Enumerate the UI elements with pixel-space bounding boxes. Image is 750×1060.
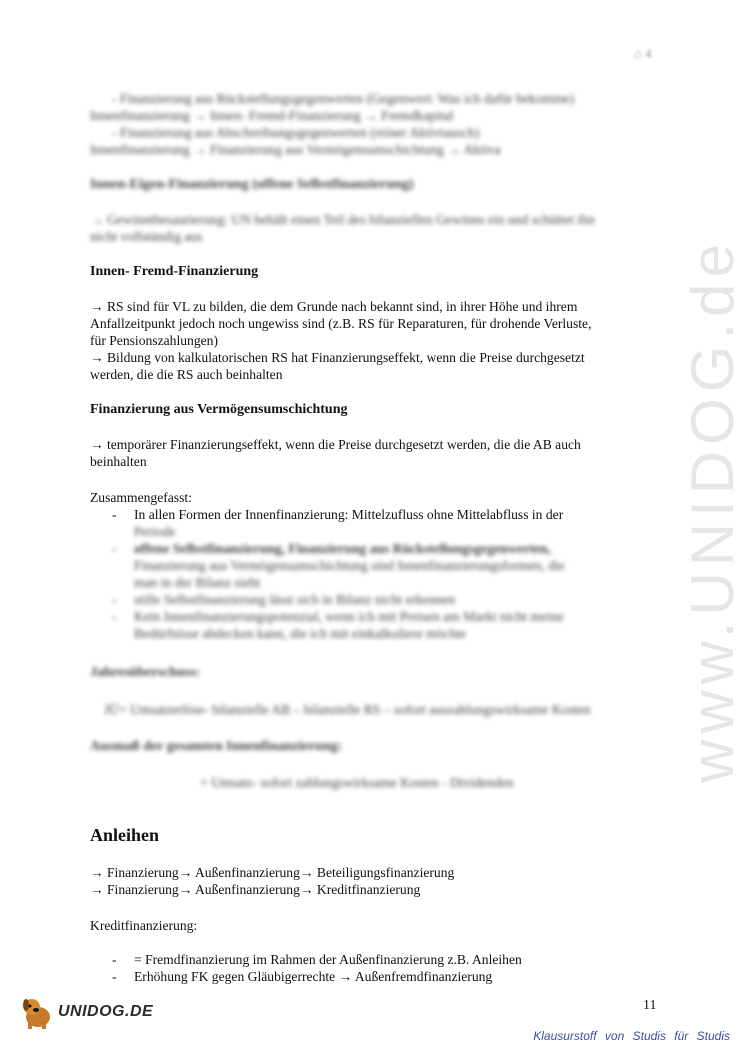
logo-text: UNIDOG.DE — [58, 1003, 154, 1020]
list-dash: - — [112, 952, 117, 967]
summary-label: Zusammengefasst: — [90, 490, 192, 505]
watermark-text: www.UNIDOG.de — [678, 237, 746, 783]
list-item — [90, 591, 565, 608]
kredit-list — [90, 951, 522, 985]
list-text: = Fremdfinanzierung im Rahmen der Außenfinanzierung z.B. Anleihen — [134, 952, 522, 967]
list-dash: - — [112, 969, 117, 984]
text-line: → temporärer Finanzierungseffekt, wenn die Preise durchgesetzt werden, die die AB auch — [90, 437, 581, 452]
list-dash: - — [112, 592, 117, 607]
blurred-formula: JÜ= Umsatzerlöse- bilanzielle AB – bilanzielle RS – sofort auszahlungswirksame Kosten — [104, 702, 591, 717]
blurred-line: - Finanzierung aus Rückstellungsgegenwerten (Gegenwert: Was ich dafür bekomme) — [112, 91, 575, 106]
list-text: offene Selbstfinanzierung, Finanzierung aus Rückstellungsgegenwerten, — [134, 541, 551, 556]
blurred-heading: Ausmaß der gesamten Innenfinanzierung: — [90, 739, 343, 754]
blurred-line: → Gewinnthesaurierung: UN behält einen Teil des bilanziellen Gewinns ein und schüttet ihn — [90, 212, 595, 227]
section-heading: Innen- Fremd-Finanzierung — [90, 264, 259, 279]
list-item — [90, 608, 565, 642]
list-text: man in der Bilanz sieht — [134, 575, 261, 590]
list-text: Kein Innenfinanzierungspotenzial, wenn ich mit Preisen am Markt nicht meine — [134, 609, 564, 624]
corner-mark: ⌂ 4 — [634, 46, 652, 61]
list-item — [90, 540, 565, 591]
text-line: werden, die die RS auch beinhalten — [90, 367, 283, 382]
list-text: Erhöhung FK gegen Gläubigerrechte → Außenfremdfinanzierung — [134, 969, 493, 984]
list-dash: - — [112, 541, 117, 556]
list-text: In allen Formen der Innenfinanzierung: Mittelzufluss ohne Mittelabfluss in der — [134, 507, 564, 522]
page-number: 11 — [643, 998, 657, 1013]
text-line: → Bildung von kalkulatorischen RS hat Finanzierungseffekt, wenn die Preise durchgesetzt — [90, 350, 585, 365]
kredit-label: Kreditfinanzierung: — [90, 918, 198, 933]
blurred-heading: Innen-Eigen-Finanzierung (offene Selbstfinanzierung) — [90, 177, 414, 192]
list-text: Periode — [134, 524, 176, 539]
text-line: Anfallzeitpunkt jedoch noch ungewiss sind (z.B. RS für Reparaturen, für drohende Verluste, — [90, 316, 592, 331]
list-dash: - — [112, 609, 117, 624]
anleihen-heading: Anleihen — [90, 825, 160, 845]
list-item — [90, 968, 522, 985]
blurred-line: - Finanzierung aus Abschreibungsgegenwerten (reiner Aktivtausch) — [112, 125, 480, 140]
footer-tagline: Klausurstoff von Studis für Studis — [533, 1029, 730, 1043]
unidog-logo — [18, 995, 178, 1035]
blurred-line: Innenfinanzierung → Innen- Fremd-Finanzierung → Fremdkapital — [90, 108, 454, 123]
blurred-line: Innenfinanzierung → Finanzierung aus Vermögensumschichtung → Aktiva — [90, 142, 501, 157]
blurred-heading: Jahresüberschuss: — [90, 665, 201, 680]
list-item — [90, 506, 565, 540]
blurred-line: nicht vollständig aus — [90, 229, 203, 244]
list-text: stille Selbstfinanzierung lässt sich in Bilanz nicht erkennen — [134, 592, 456, 607]
text-line: für Pensionszahlungen) — [90, 333, 218, 348]
text-line: → Finanzierung→ Außenfinanzierung→ Beteiligungsfinanzierung — [90, 865, 455, 880]
dog-icon — [18, 995, 58, 1031]
list-dash: - — [112, 507, 117, 522]
text-line: → Finanzierung→ Außenfinanzierung→ Kreditfinanzierung — [90, 882, 421, 897]
summary-list — [90, 506, 565, 642]
text-line: beinhalten — [90, 454, 147, 469]
list-text: Finanzierung aus Vermögensumschichtung sind Innenfinanzierungsformen, die — [134, 558, 565, 573]
watermark — [612, 237, 750, 783]
list-text: Bedürfnisse abdecken kann, die ich mit einkalkuliere möchte — [134, 626, 467, 641]
list-item — [90, 951, 522, 968]
text-line: → RS sind für VL zu bilden, die dem Grunde nach bekannt sind, in ihrer Höhe und ihrem — [90, 299, 578, 314]
section-heading: Finanzierung aus Vermögensumschichtung — [90, 402, 348, 417]
blurred-formula: = Umsatz- sofort zahlungswirksame Kosten - Dividenden — [200, 775, 514, 790]
